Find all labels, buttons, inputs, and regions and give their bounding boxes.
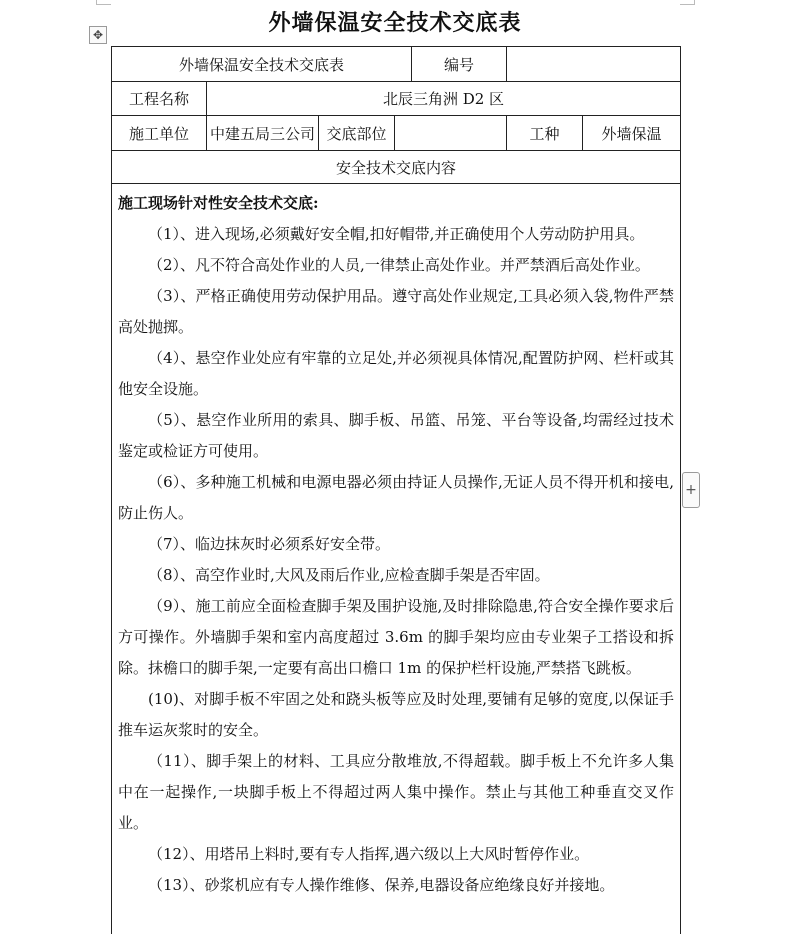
disclosure-location-label-cell[interactable]: 交底部位 [319, 116, 395, 151]
safety-disclosure-table [111, 46, 681, 934]
project-name-label-cell[interactable]: 工程名称 [112, 82, 207, 116]
add-column-icon[interactable]: + [682, 472, 700, 508]
content-item: （1）、进入现场,必须戴好安全帽,扣好帽带,并正确使用个人劳动防护用具。 [148, 225, 645, 243]
section-title-cell[interactable]: 安全技术交底内容 [112, 151, 681, 184]
disclosure-content-cell[interactable] [112, 184, 681, 934]
table-row [112, 47, 681, 82]
table-name-cell[interactable]: 外墙保温安全技术交底表 [112, 47, 412, 82]
content-item: （9）、施工前应全面检查脚手架及围护设施,及时排除隐患,符合安全操作要求后方可操作。外墙脚手架和室内高度超过 3.6m 的脚手架均应由专业架子工搭设和拆除。抹檐口的脚手架,一定要有高出口檐口 1m 的保护栏杆设施,严禁搭飞跳板。 [118, 597, 675, 677]
table-row [112, 82, 681, 116]
page-corner-mark-right [680, 0, 695, 5]
number-label-cell[interactable]: 编号 [412, 47, 507, 82]
content-item: （8）、高空作业时,大风及雨后作业,应检查脚手架是否牢固。 [148, 566, 550, 584]
construction-unit-label-cell[interactable]: 施工单位 [112, 116, 207, 151]
project-name-value-cell[interactable]: 北辰三角洲 D2 区 [207, 82, 681, 116]
content-item: （12）、用塔吊上料时,要有专人指挥,遇六级以上大风时暂停作业。 [148, 845, 590, 863]
table-row [112, 116, 681, 151]
disclosure-content [112, 184, 680, 901]
table-move-handle-icon[interactable]: ✥ [89, 26, 107, 44]
content-item: （6）、多种施工机械和电源电器必须由持证人员操作,无证人员不得开机和接电,防止伤人。 [118, 473, 675, 522]
content-item: （3）、严格正确使用劳动保护用品。遵守高处作业规定,工具必须入袋,物件严禁高处抛掷。 [118, 287, 675, 336]
construction-unit-value-cell[interactable]: 中建五局三公司 [207, 116, 319, 151]
content-item: （2）、凡不符合高处作业的人员,一律禁止高处作业。并严禁酒后高处作业。 [148, 256, 650, 274]
content-item: （7）、临边抹灰时必须系好安全带。 [148, 535, 391, 553]
table-row [112, 184, 681, 934]
content-item: （13）、砂浆机应有专人操作维修、保养,电器设备应绝缘良好并接地。 [148, 876, 615, 894]
content-item: (10)、对脚手板不牢固之处和跷头板等应及时处理,要铺有足够的宽度,以保证手推车运灰浆时的安全。 [118, 690, 675, 739]
number-value-cell[interactable] [507, 47, 681, 82]
document-title: 外墙保温安全技术交底表 [268, 10, 522, 36]
trade-value-cell[interactable]: 外墙保温 [583, 116, 681, 151]
content-item: （4）、悬空作业处应有牢靠的立足处,并必须视具体情况,配置防护网、栏杆或其他安全设施。 [118, 349, 675, 398]
table-row [112, 151, 681, 184]
page-corner-mark-left [96, 0, 111, 5]
content-item: （5）、悬空作业所用的索具、脚手板、吊篮、吊笼、平台等设备,均需经过技术鉴定或检证方可使用。 [118, 411, 675, 460]
disclosure-location-value-cell[interactable] [395, 116, 507, 151]
content-lead: 施工现场针对性安全技术交底: [118, 194, 319, 212]
trade-label-cell[interactable]: 工种 [507, 116, 583, 151]
content-item: （11）、脚手架上的材料、工具应分散堆放,不得超载。脚手板上不允许多人集中在一起操作,一块脚手板上不得超过两人集中操作。禁止与其他工种垂直交叉作业。 [118, 752, 675, 832]
